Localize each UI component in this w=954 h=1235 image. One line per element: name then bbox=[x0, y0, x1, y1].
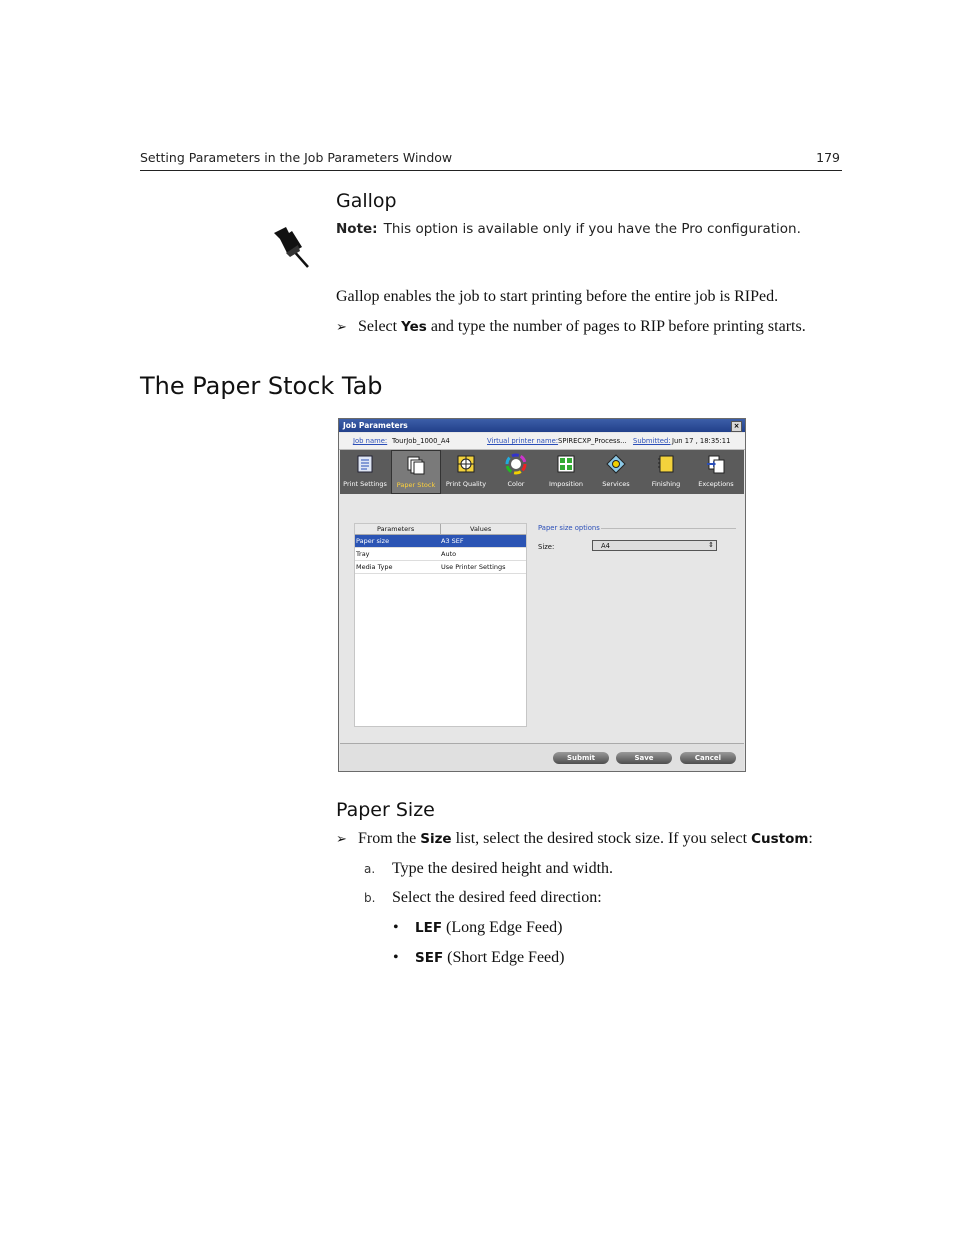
tab-paper-stock[interactable] bbox=[391, 450, 441, 494]
close-icon[interactable]: × bbox=[731, 421, 742, 432]
tab-exceptions[interactable] bbox=[691, 450, 741, 494]
parameters-grid bbox=[354, 523, 527, 727]
paper-stock-icon bbox=[405, 454, 427, 476]
options-divider bbox=[601, 528, 736, 529]
substep-letter: a. bbox=[364, 862, 376, 876]
imposition-icon bbox=[555, 453, 577, 475]
param-value: A3 SEF bbox=[441, 537, 464, 545]
tab-label: Services bbox=[602, 480, 630, 488]
note bbox=[336, 221, 801, 237]
running-header bbox=[140, 150, 842, 171]
job-info-row bbox=[339, 433, 745, 450]
bullet-sef bbox=[393, 949, 564, 967]
grid-row-paper-size[interactable] bbox=[355, 535, 526, 548]
cancel-button[interactable]: Cancel bbox=[680, 752, 736, 764]
bullet-dot-icon: • bbox=[393, 949, 399, 966]
submitted-label: Submitted: bbox=[633, 437, 671, 445]
pushpin-note-icon bbox=[268, 225, 312, 271]
param-value: Use Printer Settings bbox=[441, 563, 506, 571]
tab-color[interactable] bbox=[491, 450, 541, 494]
bullet-dot-icon: • bbox=[393, 919, 399, 936]
note-label: Note: bbox=[336, 221, 378, 237]
param-value: Auto bbox=[441, 550, 457, 558]
col-values: Values bbox=[470, 525, 492, 533]
button-bar bbox=[340, 743, 744, 772]
column-divider bbox=[440, 524, 441, 534]
gallop-paragraph: Gallop enables the job to start printing before the entire job is RIPed. bbox=[336, 288, 779, 305]
tab-print-settings[interactable] bbox=[340, 450, 390, 494]
tab-label: Imposition bbox=[549, 480, 583, 488]
step-mid: list, select the desired stock size. If you select bbox=[455, 830, 748, 847]
paper-size-step bbox=[336, 830, 813, 848]
gallop-step-rest: and type the number of pages to RIP before printing starts. bbox=[430, 318, 806, 335]
grid-row-media-type[interactable] bbox=[355, 561, 526, 574]
paper-size-heading: Paper Size bbox=[336, 799, 435, 821]
header-title: Setting Parameters in the Job Parameters Window bbox=[140, 150, 453, 165]
bullet-bold: LEF bbox=[415, 920, 443, 936]
step-size: Size bbox=[420, 831, 452, 847]
bullet-bold: SEF bbox=[415, 950, 444, 966]
step-custom: Custom bbox=[751, 831, 809, 847]
job-parameters-window bbox=[338, 418, 746, 772]
exceptions-icon bbox=[705, 453, 727, 475]
gallop-heading: Gallop bbox=[336, 190, 397, 212]
job-name-value: TourJob_1000_A4 bbox=[392, 437, 450, 445]
size-value: A4 bbox=[601, 542, 610, 550]
bullet-text: (Long Edge Feed) bbox=[446, 919, 563, 936]
grid-header bbox=[355, 524, 526, 535]
finishing-icon bbox=[655, 453, 677, 475]
param-name: Paper size bbox=[356, 537, 390, 545]
size-select[interactable] bbox=[592, 540, 717, 551]
tab-label: Paper Stock bbox=[396, 481, 436, 489]
spinner-arrows-icon[interactable]: ⇕ bbox=[708, 541, 714, 549]
size-label: Size: bbox=[538, 543, 555, 551]
substep-text: Select the desired feed direction: bbox=[392, 889, 602, 906]
tab-services[interactable] bbox=[591, 450, 641, 494]
section-title: The Paper Stock Tab bbox=[140, 372, 383, 400]
services-icon bbox=[605, 453, 627, 475]
gallop-step bbox=[336, 318, 806, 336]
printer-label: Virtual printer name: bbox=[487, 437, 559, 445]
gallop-step-prefix: Select bbox=[358, 318, 398, 335]
print-settings-icon bbox=[354, 453, 376, 475]
substep-b bbox=[364, 889, 602, 907]
tab-label: Print Quality bbox=[445, 480, 487, 488]
tab-finishing[interactable] bbox=[641, 450, 691, 494]
save-button[interactable]: Save bbox=[616, 752, 672, 764]
step-end: : bbox=[808, 830, 813, 847]
grid-row-tray[interactable] bbox=[355, 548, 526, 561]
substep-text: Type the desired height and width. bbox=[392, 860, 614, 877]
print-quality-icon bbox=[455, 453, 477, 475]
bullet-lef bbox=[393, 919, 562, 937]
submit-button[interactable]: Submit bbox=[553, 752, 609, 764]
job-name-label: Job name: bbox=[353, 437, 388, 445]
bullet-text: (Short Edge Feed) bbox=[447, 949, 565, 966]
note-text: This option is available only if you have the Pro configuration. bbox=[383, 221, 801, 237]
arrow-bullet-icon: ➢ bbox=[336, 832, 347, 847]
window-title-bar bbox=[339, 419, 745, 432]
paper-size-options-title: Paper size options bbox=[538, 524, 600, 532]
param-name: Media Type bbox=[356, 563, 393, 571]
printer-value: SPIRECXP_Process... bbox=[558, 437, 627, 445]
substep-a bbox=[364, 860, 613, 878]
step-prefix: From the bbox=[358, 830, 417, 847]
parameter-toolbar bbox=[340, 450, 744, 494]
substep-letter: b. bbox=[364, 891, 376, 905]
tab-label: Print Settings bbox=[343, 480, 387, 488]
tab-label: Color bbox=[507, 480, 525, 488]
arrow-bullet-icon: ➢ bbox=[336, 320, 347, 335]
submitted-value: Jun 17 , 18:35:11 bbox=[672, 437, 731, 445]
param-name: Tray bbox=[356, 550, 370, 558]
tab-label: Finishing bbox=[651, 480, 681, 488]
col-parameters: Parameters bbox=[377, 525, 415, 533]
tab-label: Exceptions bbox=[698, 480, 734, 488]
gallop-step-yes: Yes bbox=[401, 319, 427, 335]
window-title: Job Parameters bbox=[343, 421, 408, 430]
color-wheel-icon bbox=[505, 453, 527, 475]
tab-print-quality[interactable] bbox=[441, 450, 491, 494]
tab-imposition[interactable] bbox=[541, 450, 591, 494]
page-number: 179 bbox=[816, 150, 840, 165]
